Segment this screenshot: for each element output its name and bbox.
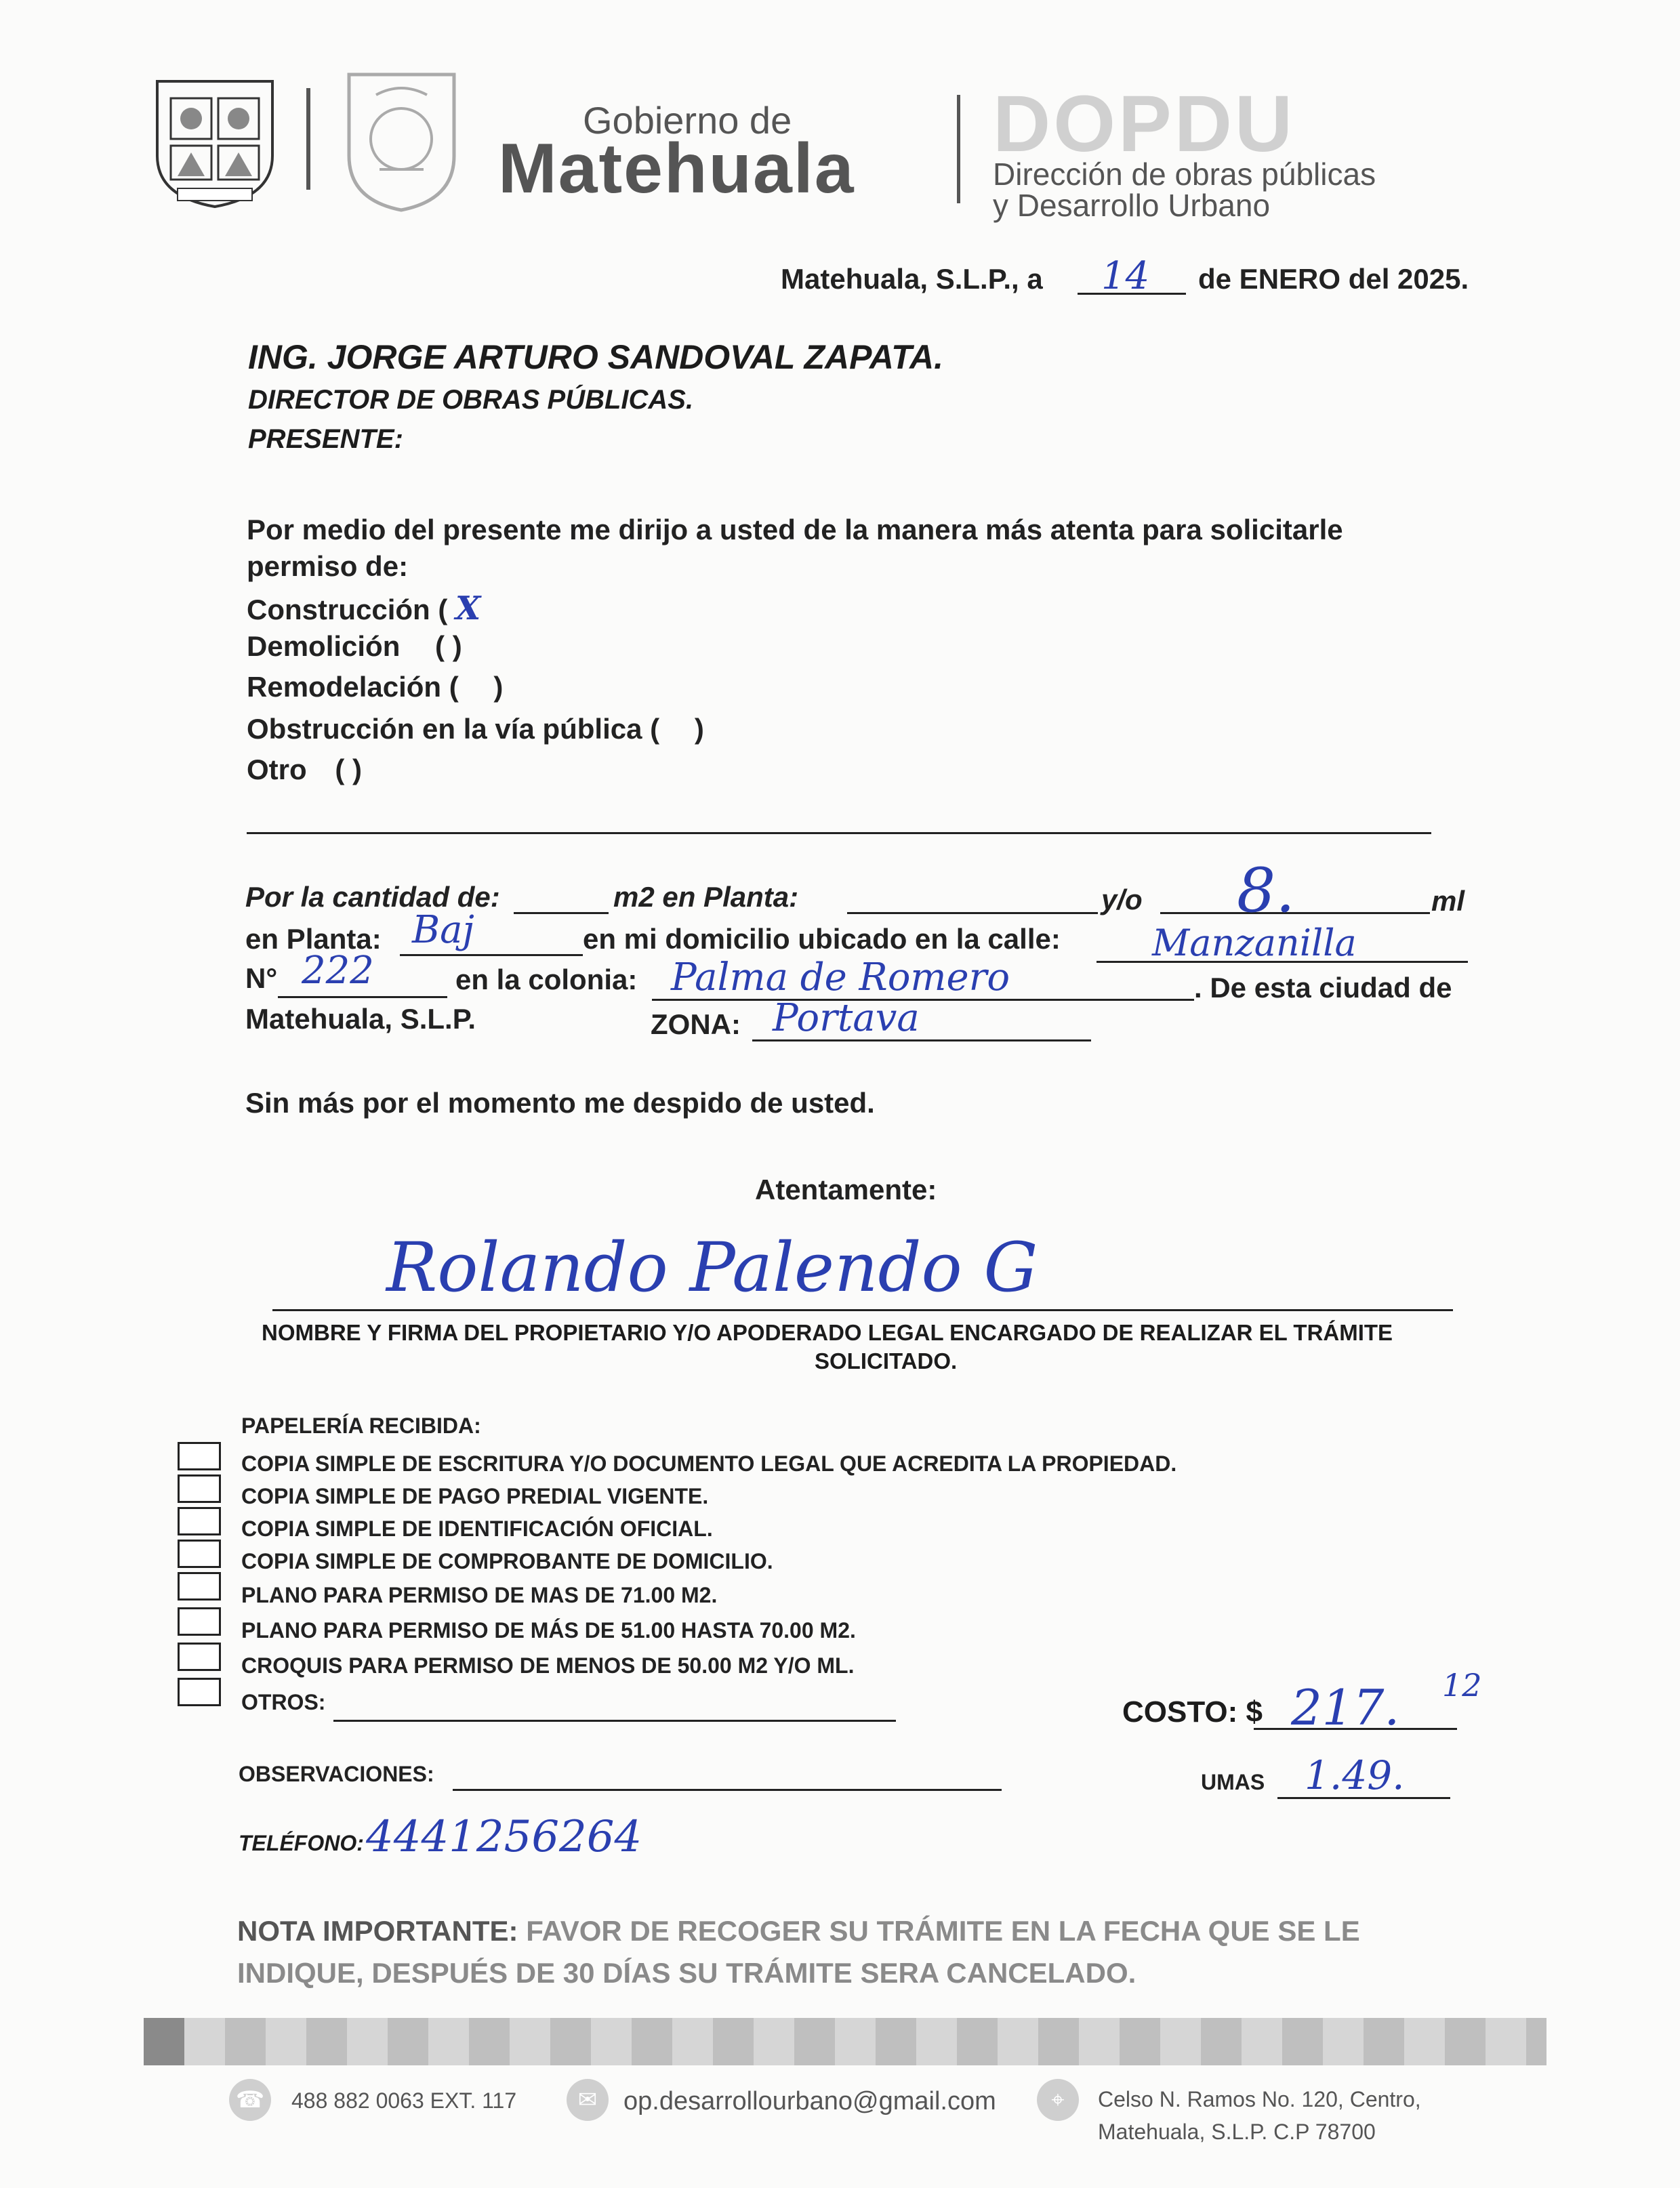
nota-text1: FAVOR DE RECOGER SU TRÁMITE EN LA FECHA QUE SE LE [526,1915,1360,1947]
dept-line2: y Desarrollo Urbano [993,188,1271,223]
value-zona: Portava [773,996,920,1040]
footer-address-2: Matehuala, S.L.P. C.P 78700 [1098,2120,1376,2144]
label-cantidad: Por la cantidad de: [245,881,500,913]
label-domicilio: en mi domicilio ubicado en la calle: [583,923,1061,955]
permit-options [247,590,992,806]
checkbox-otros[interactable] [178,1678,221,1706]
option-demolicion[interactable] [247,630,462,663]
checkbox-plano-51[interactable] [178,1607,221,1636]
header-divider-2 [957,95,960,203]
addressee-presente: PRESENTE: [248,424,403,454]
footer-phone: 488 882 0063 EXT. 117 [291,2088,517,2113]
ml-line [1160,912,1430,914]
city-seal-logo [342,68,461,213]
dept-line1: Dirección de obras públicas [993,157,1376,192]
observaciones-line [453,1789,1002,1791]
option-obstruccion[interactable] [247,713,704,745]
date-suffix: de ENERO del 2025. [1198,263,1469,295]
checkbox-croquis[interactable] [178,1643,221,1671]
option-label: Otro [247,754,307,785]
papeleria-item: CROQUIS PARA PERMISO DE MENOS DE 50.00 M2 Y/O ML. [241,1653,855,1678]
atentamente: Atentamente: [755,1174,937,1205]
phone-icon: ☎ [229,2079,271,2121]
sign-caption-2: SOLICITADO. [815,1348,958,1374]
checkbox-domicilio[interactable] [178,1540,221,1568]
option-mark: X [455,590,481,627]
costo-value: 217. [1291,1679,1400,1736]
option-parens: ) [493,671,504,703]
signature-line [272,1309,1453,1311]
observaciones-label: OBSERVACIONES: [239,1762,434,1786]
gov-line2: Matehuala [498,129,855,208]
date-prefix: Matehuala, S.L.P., a [781,263,1043,295]
cantidad-line [514,912,609,914]
otros-line [333,1720,896,1722]
option-label: Demolición [247,630,401,662]
telefono-value: 4441256264 [366,1812,642,1862]
nota-label: NOTA IMPORTANTE: [237,1915,518,1947]
value-calle: Manzanilla [1152,922,1357,964]
label-zona: ZONA: [651,1008,741,1040]
numero-line [278,996,447,998]
separator-line [247,832,1431,834]
option-construccion[interactable] [247,590,480,627]
option-remodelacion[interactable] [247,671,503,703]
sign-caption-1: NOMBRE Y FIRMA DEL PROPIETARIO Y/O APODERADO LEGAL ENCARGADO DE REALIZAR EL TRÁMITE [262,1320,1393,1345]
gov-line1: Gobierno de [583,99,792,142]
papeleria-item: COPIA SIMPLE DE IDENTIFICACIÓN OFICIAL. [241,1516,713,1541]
umas-label: UMAS [1201,1770,1265,1794]
label-numero: N° [245,962,278,994]
label-en-planta: en Planta: [245,923,382,955]
option-label: Obstrucción en la vía pública ( [247,713,660,745]
label-ml: ml [1431,885,1465,917]
value-ml: 8. [1237,855,1295,926]
footer-address-1: Celso N. Ramos No. 120, Centro, [1098,2087,1421,2111]
footer-bar-dark-end [144,2018,184,2065]
addressee-name: ING. JORGE ARTURO SANDOVAL ZAPATA. [248,338,943,376]
value-colonia: Palma de Romero [671,955,1010,999]
value-planta: Baj [412,908,474,952]
option-otro[interactable] [247,754,362,786]
nota-line1 [237,1915,1360,1947]
footer-email: op.desarrollourbano@gmail.com [623,2087,996,2115]
location-icon: ⌖ [1037,2079,1079,2121]
costo-label: COSTO: $ [1122,1695,1263,1729]
request-intro-2: permiso de: [247,550,409,582]
request-intro-1: Por medio del presente me dirijo a usted de la manera más atenta para solicitarle [247,514,1343,545]
option-parens: ( ) [335,754,362,785]
option-parens: ( ) [435,630,462,662]
label-m2: m2 en Planta: [613,881,799,913]
papeleria-item-otros: OTROS: [241,1690,326,1714]
dept-abbr: DOPDU [993,79,1296,169]
signature: Rolando Palendo G [386,1228,1038,1307]
telefono-label: TELÉFONO: [239,1831,364,1855]
planta-line [400,954,583,956]
option-label: Remodelación ( [247,671,459,703]
checkbox-predial[interactable] [178,1474,221,1503]
farewell: Sin más por el momento me despido de usted. [245,1087,875,1119]
label-yo: y/o [1101,884,1143,915]
coat-of-arms-logo [150,68,279,210]
label-colonia: en la colonia: [455,964,638,995]
label-matehuala: Matehuala, S.L.P. [245,1003,476,1035]
checkbox-plano-71[interactable] [178,1572,221,1601]
checkbox-identificacion[interactable] [178,1507,221,1535]
papeleria-heading: PAPELERÍA RECIBIDA: [241,1413,481,1438]
papeleria-item: COPIA SIMPLE DE ESCRITURA Y/O DOCUMENTO LEGAL QUE ACREDITA LA PROPIEDAD. [241,1451,1177,1476]
header-divider [306,88,310,190]
value-numero: 222 [302,949,374,993]
papeleria-item: COPIA SIMPLE DE COMPROBANTE DE DOMICILIO. [241,1549,773,1573]
footer-bar [144,2018,1546,2065]
addressee-title: DIRECTOR DE OBRAS PÚBLICAS. [248,385,694,415]
checkbox-escritura[interactable] [178,1442,221,1470]
costo-cents: 12 [1442,1667,1482,1704]
nota-line2: INDIQUE, DESPUÉS DE 30 DÍAS SU TRÁMITE SERA CANCELADO. [237,1957,1136,1989]
umas-value: 1.49. [1305,1752,1405,1798]
option-parens: ) [694,713,704,745]
email-icon: ✉ [567,2079,609,2121]
papeleria-item: COPIA SIMPLE DE PAGO PREDIAL VIGENTE. [241,1484,709,1508]
papeleria-item: PLANO PARA PERMISO DE MAS DE 71.00 M2. [241,1583,718,1607]
m2-line [847,912,1098,914]
date-day-value: 14 [1101,254,1150,298]
label-ciudad: . De esta ciudad de [1194,972,1452,1004]
header [0,0,1680,224]
option-label: Construcción ( [247,594,448,625]
papeleria-item: PLANO PARA PERMISO DE MÁS DE 51.00 HASTA 70.00 M2. [241,1618,856,1643]
